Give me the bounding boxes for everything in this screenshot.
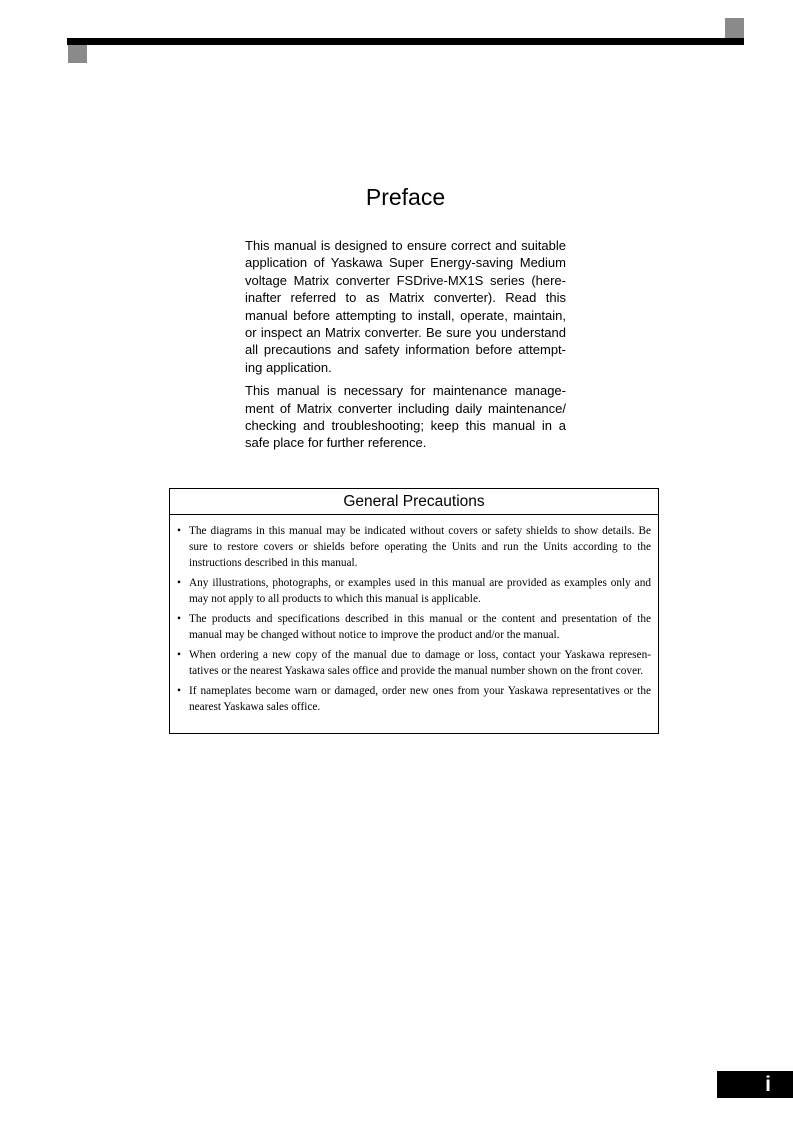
bullet-icon: • [177,649,181,661]
precaution-item [177,611,651,643]
precaution-text: The products and specifications described in this manual or the content and presentation of the manual may be changed without notice to improve the product and/or the manual. [189,613,651,641]
page-number: i [765,1073,771,1096]
precaution-text: When ordering a new copy of the manual due to damage or loss, contact your Yaskawa represen-tatives or the nearest Yaskawa sales office and provide the manual number shown on the front cover. [189,649,651,677]
bullet-icon: • [177,613,181,625]
corner-marker-top-left [68,45,87,63]
precaution-text: Any illustrations, photographs, or examples used in this manual are provided as examples only and may not apply to all products to which this manual is applicable. [189,577,651,605]
precaution-item [177,683,651,715]
page-number-badge [717,1071,793,1098]
general-precautions-box [169,488,659,734]
precautions-list [170,515,658,715]
precaution-text: If nameplates become warn or damaged, order new ones from your Yaskawa representatives or the nearest Yaskawa sales office. [189,685,651,713]
bullet-icon: • [177,577,181,589]
preface-paragraph: This manual is designed to ensure correct and suitable application of Yaskawa Super Energy-saving Medium voltage Matrix converter FSDrive-MX1S series (here-inafter referred to as Matrix converter). Read this manual before attempting to install, operate, maintain, or inspect an Matrix converter. Be sure you understand all precautions and safety information before attempt-ing application. [245,238,566,375]
preface-body [245,237,566,458]
precaution-item [177,647,651,679]
bullet-icon: • [177,525,181,537]
header-rule [67,38,744,45]
preface-paragraph: This manual is necessary for maintenance manage-ment of Matrix converter including daily maintenance/ checking and troubleshooting; keep this manual in a safe place for further reference. [245,383,566,451]
precautions-heading: General Precautions [170,489,658,515]
precaution-item [177,523,651,571]
corner-marker-top-right [725,18,744,38]
precaution-text: The diagrams in this manual may be indicated without covers or safety shields to show details. Be sure to restore covers or shields before operating the Units and run the Units according to the instructions described in this manual. [189,525,651,569]
page-title: Preface [365,184,446,210]
precaution-item [177,575,651,607]
bullet-icon: • [177,685,181,697]
